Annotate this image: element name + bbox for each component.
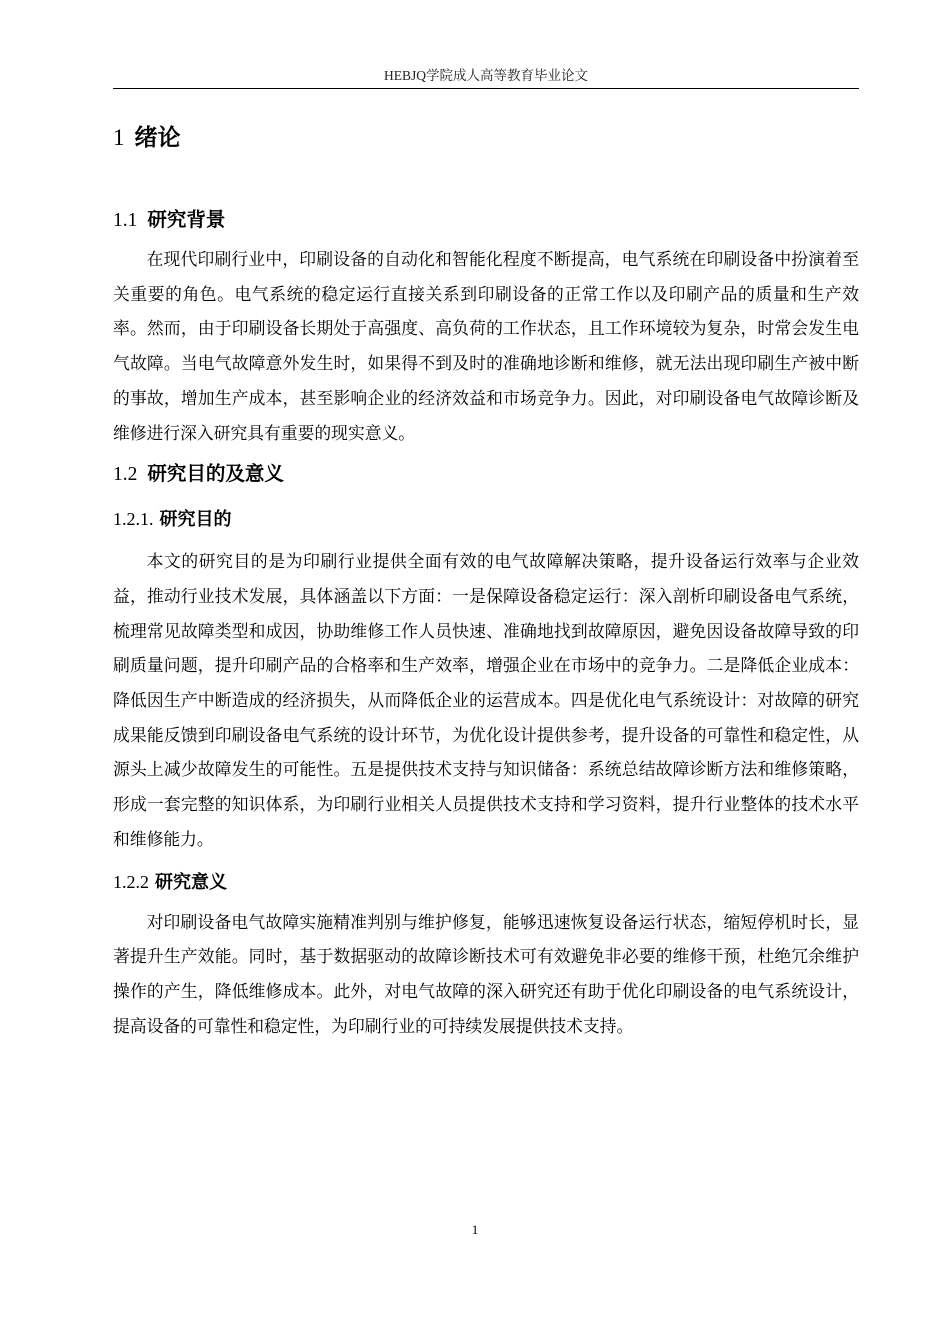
subsection-number: 1.2.1. — [113, 509, 154, 530]
paragraph-purpose: 本文的研究目的是为印刷行业提供全面有效的电气故障解决策略，提升设备运行效率与企业效益，推动行业技术发展，具体涵盖以下方面：一是保障设备稳定运行：深入剖析印刷设备电气系统，梳理常见故障类型和成因，协助维修工作人员快速、准确地找到故障原因，避免因设备故障导致的印刷质量问题，提升印刷产品的合格率和生产效率，增强企业在市场中的竞争力。二是降低企业成本：降低因生产中断造成的经济损失，从而降低企业的运营成本。四是优化电气系统设计：对故障的研究成果能反馈到印刷设备电气系统的设计环节，为优化设计提供参考，提升设备的可靠性和稳定性，从源头上减少故障发生的可能性。五是提供技术支持与知识储备：系统总结故障诊断方法和维修策略，形成一套完整的知识体系，为印刷行业相关人员提供技术支持和学习资料，提升行业整体的技术水平和维修能力。 — [113, 551, 859, 849]
header-divider — [113, 88, 859, 89]
page-number: 1 — [471, 1222, 479, 1237]
section-title: 研究背景 — [147, 208, 226, 231]
running-header: HEBJQ学院成人高等教育毕业论文 — [383, 68, 588, 83]
subsection-title: 研究目的 — [159, 509, 232, 531]
document-body — [113, 118, 859, 1043]
chapter-heading — [113, 118, 859, 158]
paragraph-significance: 对印刷设备电气故障实施精准判别与维护修复，能够迅速恢复设备运行状态，缩短停机时长，显著提升生产效能。同时，基于数据驱动的故障诊断技术可有效避免非必要的维修干预，杜绝冗余维护操作的产生，降低维修成本。此外，对电气故障的深入研究还有助于优化印刷设备的电气系统设计，提高设备的可靠性和稳定性，为印刷行业的可持续发展提供技术支持。 — [113, 911, 859, 1036]
paragraph-background: 在现代印刷行业中，印刷设备的自动化和智能化程度不断提高，电气系统在印刷设备中扮演着至关重要的角色。电气系统的稳定运行直接关系到印刷设备的正常工作以及印刷产品的质量和生产效率。然而，由于印刷设备长期处于高强度、高负荷的工作状态，且工作环境较为复杂，时常会发生电气故障。当电气故障意外发生时，如果得不到及时的准确地诊断和维修，就无法出现印刷生产被中断的事故，增加生产成本，甚至影响企业的经济效益和市场竞争力。因此，对印刷设备电气故障诊断及维修进行深入研究具有重要的现实意义。 — [113, 249, 859, 443]
subsection-title: 研究意义 — [155, 871, 227, 893]
section-number: 1.1 — [113, 210, 138, 231]
section-heading-1-2 — [113, 456, 859, 492]
subsection-heading-1-2-1 — [113, 502, 859, 536]
section-title: 研究目的及意义 — [147, 462, 284, 486]
subsection-number: 1.2.2 — [113, 871, 149, 892]
chapter-title: 绪论 — [134, 125, 181, 151]
chapter-number: 1 — [113, 125, 125, 150]
section-number: 1.2 — [113, 464, 138, 486]
subsection-heading-1-2-2 — [113, 865, 859, 899]
section-heading-1-1 — [113, 202, 859, 238]
